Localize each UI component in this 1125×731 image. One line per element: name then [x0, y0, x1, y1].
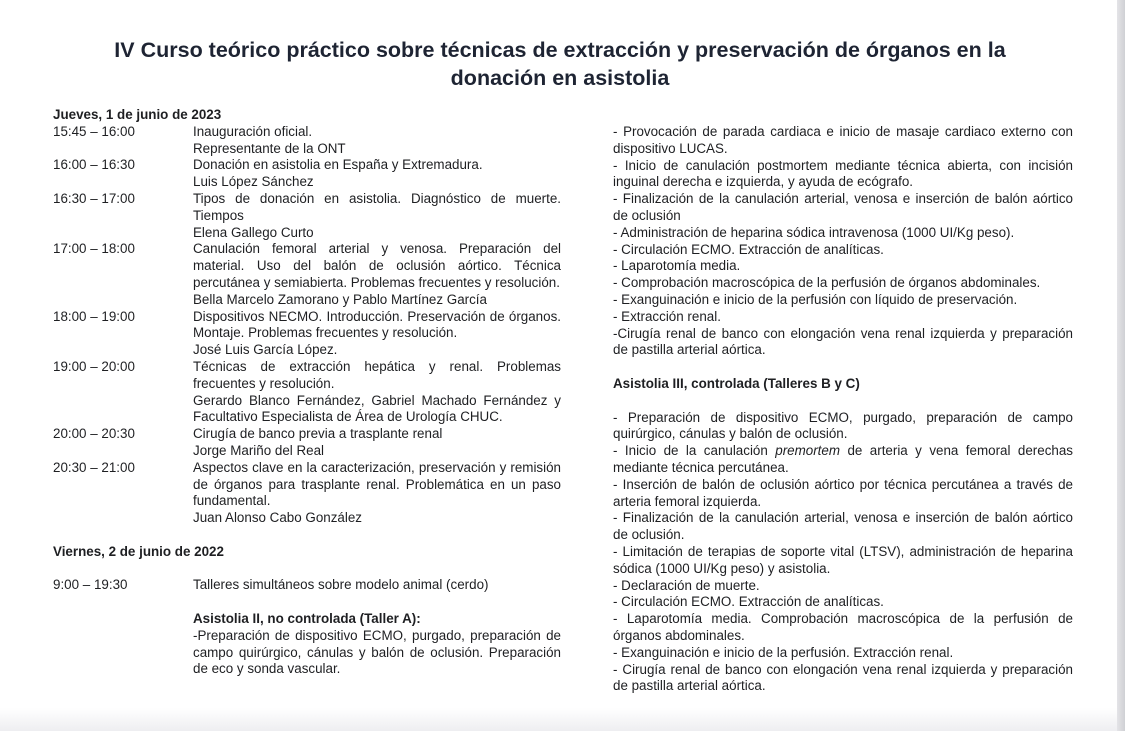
page-bottom-shadow — [0, 708, 1117, 731]
session-title: Talleres simultáneos sobre modelo animal (cerdo) — [193, 577, 489, 593]
session-time: 15:45 – 16:00 — [53, 123, 135, 139]
list-item: - Inserción de balón de oclusión aórtico por técnica percutánea a través de arteria femoral izquierda. — [613, 476, 1073, 509]
session-row — [53, 460, 561, 527]
session-time: 9:00 – 19:30 — [53, 577, 128, 593]
list-item: - Exanguinación e inicio de la perfusión. Extracción renal. — [613, 644, 954, 660]
list-item: -Cirugía renal de banco con elongación vena renal izquierda y preparación de pastilla arterial aórtica. — [613, 325, 1073, 358]
session-speaker: Representante de la ONT — [193, 140, 346, 156]
session-speaker: Elena Gallego Curto — [193, 224, 314, 240]
list-item: - Circulación ECMO. Extracción de analíticas. — [613, 594, 884, 610]
list-item: - Circulación ECMO. Extracción de analíticas. — [613, 241, 884, 257]
list-item: - Provocación de parada cardiaca e inicio de masaje cardiaco externo con dispositivo LUCAS. — [613, 124, 1073, 156]
session-title: Tipos de donación en asistolia. Diagnóstico de muerte. Tiempos — [193, 190, 561, 223]
list-item: - Finalización de la canulación arterial, venosa e inserción de balón aórtico de oclusión. — [613, 510, 1073, 543]
left-column — [53, 107, 561, 678]
session-row — [53, 426, 561, 460]
session-time: 20:00 – 20:30 — [53, 426, 135, 442]
list-item: - Inicio de la canulación premortem de arteria y vena femoral derechas mediante técnica percutánea. — [613, 443, 1073, 475]
session-title: Canulación femoral arterial y venosa. Preparación del material. Uso del balón de oclusión aórtico. Técnica percutánea y semiabierta. Problemas frecuentes y resolución. — [193, 241, 561, 290]
day2-heading: Viernes, 2 de junio de 2022 — [53, 543, 224, 559]
list-item: - Declaración de muerte. — [613, 577, 760, 593]
session-time: 16:30 – 17:00 — [53, 190, 135, 206]
session-speaker: Gerardo Blanco Fernández, Gabriel Machado Fernández y Facultativo Especialista de Área de Urología CHUC. — [193, 392, 561, 425]
workshop-a-title: Asistolia II, no controlada (Taller A): — [193, 610, 421, 626]
list-item: - Preparación de dispositivo ECMO, purgado, preparación de campo quirúrgico, cánulas y balón de oclusión. — [613, 409, 1073, 442]
day1-heading: Jueves, 1 de junio de 2023 — [53, 107, 222, 122]
session-time: 19:00 – 20:00 — [53, 358, 135, 374]
session-time: 18:00 – 19:00 — [53, 308, 135, 324]
session-title: Dispositivos NECMO. Introducción. Preservación de órganos. Montaje. Problemas frecuentes y resolución. — [193, 308, 561, 341]
session-title: Inauguración oficial. — [193, 123, 313, 139]
session-row — [53, 157, 561, 191]
session-row — [53, 359, 561, 426]
page-edge-shadow — [1117, 0, 1125, 731]
session-title: Cirugía de banco previa a trasplante renal — [193, 426, 443, 442]
document-title — [40, 36, 1080, 92]
session-speaker: Jorge Mariño del Real — [193, 442, 324, 458]
title-line-1: IV Curso teórico práctico sobre técnicas de extracción y preservación de órganos en la — [114, 38, 1006, 62]
workshop-bc-title: Asistolia III, controlada (Talleres B y C) — [613, 375, 860, 391]
session-row — [53, 309, 561, 359]
session-title: Donación en asistolia en España y Extremadura. — [193, 157, 483, 173]
session-time: 16:00 – 16:30 — [53, 157, 135, 173]
list-item: - Laparotomía media. — [613, 258, 741, 274]
session-row — [53, 577, 561, 594]
list-item: - Exanguinación e inicio de la perfusión con líquido de preservación. — [613, 291, 1018, 307]
session-time: 17:00 – 18:00 — [53, 241, 135, 257]
list-item: - Cirugía renal de banco con elongación vena renal izquierda y preparación de pastilla arterial aórtica. — [613, 661, 1073, 694]
list-item: - Inicio de canulación postmortem mediante técnica abierta, con incisión inguinal derecha e izquierda, y ayuda de ecógrafo. — [613, 157, 1073, 190]
session-speaker: José Luis García López. — [193, 342, 338, 358]
session-speaker: Bella Marcelo Zamorano y Pablo Martínez García — [193, 291, 487, 307]
list-item: - Extracción renal. — [613, 308, 721, 324]
session-speaker: Luis López Sánchez — [193, 174, 314, 190]
session-row — [53, 241, 561, 308]
title-line-2: donación en asistolia — [450, 66, 670, 90]
session-speaker: Juan Alonso Cabo González — [193, 510, 362, 526]
session-row — [53, 124, 561, 158]
list-item: - Laparotomía media. Comprobación macroscópica de la perfusión de órganos abdominales. — [613, 611, 1073, 643]
list-item: - Limitación de terapias de soporte vital (LTSV), administración de heparina sódica (1000 UI/Kg peso) y asistolia. — [613, 543, 1073, 576]
right-column — [613, 124, 1073, 695]
session-title: Aspectos clave en la caracterización, preservación y remisión de órganos para trasplante renal. Problemática en un paso fundamental. — [193, 459, 561, 509]
session-time: 20:30 – 21:00 — [53, 459, 135, 475]
session-row — [53, 191, 561, 241]
list-item: - Finalización de la canulación arterial, venosa e inserción de balón aórtico de oclusión — [613, 191, 1073, 223]
session-title: Técnicas de extracción hepática y renal. Problemas frecuentes y resolución. — [193, 358, 561, 391]
workshop-a-item: -Preparación de dispositivo ECMO, purgado, preparación de campo quirúrgico, cánulas y balón de oclusión. Preparación de eco y sonda vascular. — [193, 627, 561, 677]
list-item: - Comprobación macroscópica de la perfusión de órganos abdominales. — [613, 275, 1041, 291]
list-item: - Administración de heparina sódica intravenosa (1000 UI/Kg peso). — [613, 224, 1015, 240]
